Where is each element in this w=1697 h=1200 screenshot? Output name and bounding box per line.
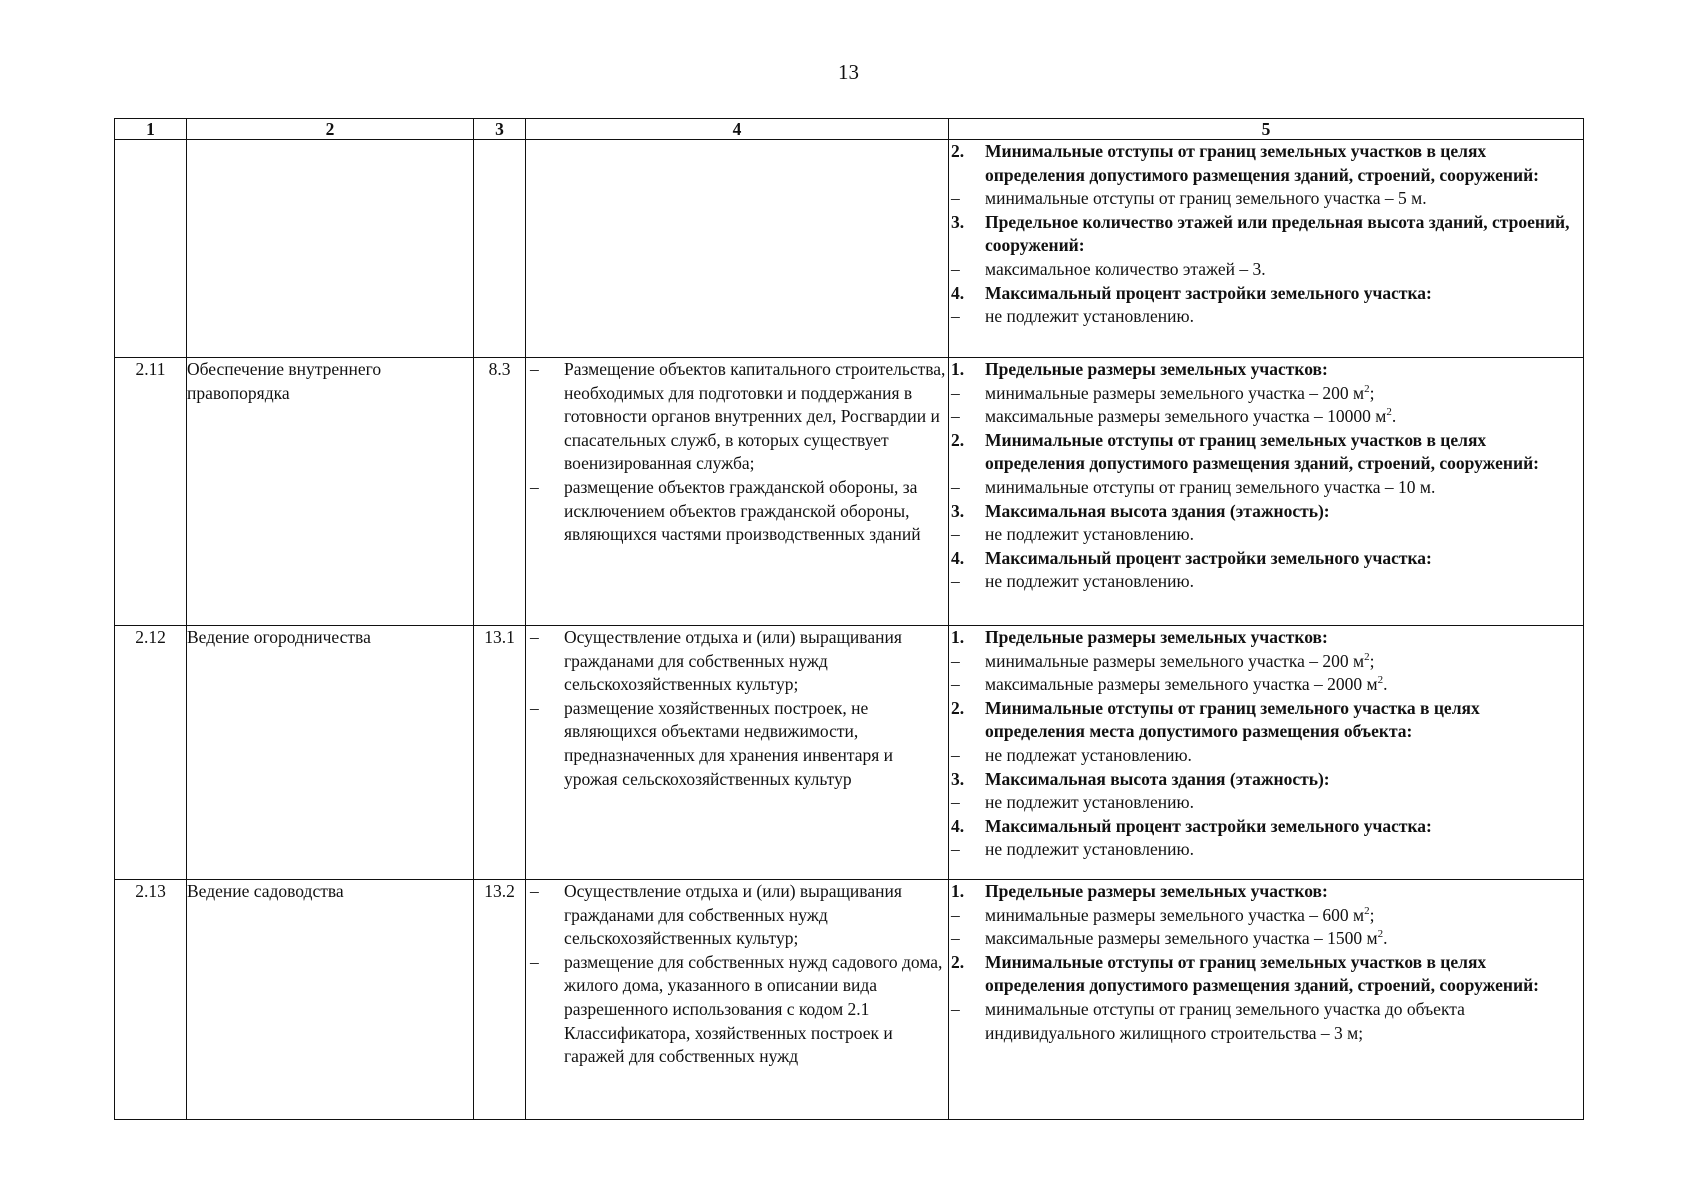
dash-marker: – [951, 306, 960, 327]
description-text: размещение для собственных нужд садового дома, жилого дома, указанного в описании вида разрешенного использования с кодом 2.1 Классификатора, хозяйственных построек и гаражей для собственных нужд [564, 951, 943, 1067]
parameter-value [949, 838, 1583, 862]
parameter-heading [949, 697, 1583, 744]
use-type-name-cell: Ведение огородничества [187, 626, 474, 880]
dash-marker: – [530, 881, 539, 901]
parameter-text: максимальные размеры земельного участка – 2000 м [985, 674, 1378, 695]
parameter-value [949, 476, 1583, 500]
dash-marker: – [951, 839, 960, 860]
dash-marker: – [951, 476, 960, 497]
parameter-text: Максимальный процент застройки земельного участка: [985, 815, 1432, 836]
parameter-text: минимальные отступы от границ земельного участка до объекта индивидуального жилищного строительства – 3 м; [985, 998, 1465, 1043]
parameter-heading [949, 211, 1583, 258]
item-number: 4. [951, 547, 965, 568]
table-body [115, 140, 1584, 1120]
punctuation: ; [1369, 650, 1375, 671]
dash-marker: – [530, 359, 539, 379]
row-number-cell [115, 140, 187, 358]
parameter-text: минимальные размеры земельного участка – 200 м [985, 382, 1365, 403]
parameter-text: Минимальные отступы от границ земельных участков в целях определения допустимого размещения зданий, строений, сооружений: [985, 141, 1539, 185]
item-number: 3. [951, 500, 965, 521]
description-text: Осуществление отдыха и (или) выращивания гражданами для собственных нужд сельскохозяйственных культур; [564, 881, 902, 949]
dash-marker: – [530, 697, 539, 718]
dash-marker: – [951, 524, 960, 545]
page-number: 13 [838, 60, 859, 84]
item-number: 2. [951, 951, 965, 972]
parameter-text: минимальные отступы от границ земельного участка – 10 м. [985, 476, 1436, 497]
parameter-heading [949, 547, 1583, 571]
superscript: 2 [1377, 928, 1384, 941]
parameter-heading [949, 815, 1583, 839]
superscript: 2 [1364, 382, 1370, 395]
parameter-value [949, 744, 1583, 768]
dash-marker: – [951, 258, 960, 279]
punctuation: . [1391, 406, 1397, 427]
parameter-text: Предельные размеры земельных участков: [985, 881, 1328, 901]
dash-marker: – [951, 406, 960, 427]
parameters-cell [949, 140, 1584, 358]
parameter-text: Максимальная высота здания (этажность): [985, 768, 1330, 789]
superscript: 2 [1364, 650, 1370, 663]
description-cell [526, 626, 949, 880]
use-type-name-cell [187, 140, 474, 358]
parameter-value [949, 673, 1583, 697]
row-number-cell: 2.12 [115, 626, 187, 880]
parameter-value [949, 258, 1583, 282]
table-row [115, 880, 1584, 1120]
parameter-text: Минимальные отступы от границ земельных участков в целях определения допустимого размещения зданий, строений, сооружений: [985, 951, 1539, 996]
item-number: 1. [951, 881, 965, 901]
dash-marker: – [951, 674, 960, 695]
parameter-value [949, 650, 1583, 674]
parameter-value [949, 791, 1583, 815]
parameter-text: не подлежат установлению. [985, 744, 1192, 765]
item-number: 4. [951, 282, 965, 303]
item-number: 1. [951, 359, 965, 379]
item-number: 2. [951, 429, 965, 450]
description-cell [526, 880, 949, 1120]
column-header-4: 4 [526, 119, 949, 140]
superscript: 2 [1386, 406, 1392, 419]
parameter-value [949, 382, 1583, 406]
parameter-heading [949, 880, 1583, 904]
description-text: Осуществление отдыха и (или) выращивания гражданами для собственных нужд сельскохозяйственных культур; [564, 627, 902, 695]
table-row [115, 358, 1584, 626]
dash-marker: – [951, 744, 960, 765]
column-header-3: 3 [474, 119, 526, 140]
parameter-text: Минимальные отступы от границ земельных участков в целях определения допустимого размещения зданий, строений, сооружений: [985, 429, 1539, 474]
parameter-value [949, 927, 1583, 951]
parameters-cell [949, 626, 1584, 880]
use-type-name-cell: Обеспечение внутреннего правопорядка [187, 358, 474, 626]
dash-marker: – [951, 998, 960, 1019]
description-text: размещение объектов гражданской обороны, за исключением объектов гражданской обороны, являющихся частями производственных зданий [564, 476, 921, 545]
punctuation: . [1383, 928, 1388, 949]
table-row [115, 626, 1584, 880]
parameter-heading [949, 358, 1583, 382]
description-text: Размещение объектов капитального строительства, необходимых для подготовки и поддержания в готовности органов внутренних дел, Росгвардии и спасательных служб, в которых существует военизированная служба; [564, 359, 946, 474]
parameter-text: минимальные отступы от границ земельного участка – 5 м. [985, 188, 1427, 209]
parameter-text: минимальные размеры земельного участка – 600 м [985, 904, 1365, 925]
classifier-code-cell: 13.2 [474, 880, 526, 1120]
parameters-cell [949, 880, 1584, 1120]
description-item [526, 697, 948, 791]
parameter-text: не подлежит установлению. [985, 839, 1194, 860]
description-item [526, 626, 948, 697]
parameter-text: минимальные размеры земельного участка – 200 м [985, 650, 1365, 671]
parameter-text: Минимальные отступы от границ земельного участка в целях определения места допустимого размещения объекта: [985, 697, 1480, 742]
parameter-text: Максимальный процент застройки земельного участка: [985, 547, 1432, 568]
parameter-value [949, 405, 1583, 429]
parameter-value [949, 187, 1583, 211]
parameter-heading [949, 282, 1583, 306]
superscript: 2 [1364, 904, 1370, 917]
row-number-cell: 2.13 [115, 880, 187, 1120]
parameter-value [949, 998, 1583, 1045]
dash-marker: – [951, 928, 960, 949]
classifier-code-cell: 8.3 [474, 358, 526, 626]
parameter-heading [949, 768, 1583, 792]
parameter-heading [949, 951, 1583, 998]
column-header-1: 1 [115, 119, 187, 140]
parameter-value [949, 523, 1583, 547]
dash-marker: – [530, 627, 539, 647]
row-number-cell: 2.11 [115, 358, 187, 626]
parameter-text: не подлежит установлению. [985, 571, 1194, 592]
description-item [526, 951, 948, 1069]
parameter-text: максимальное количество этажей – 3. [985, 258, 1266, 279]
punctuation: ; [1369, 904, 1375, 925]
item-number: 3. [951, 768, 965, 789]
use-type-name-cell: Ведение садоводства [187, 880, 474, 1120]
description-item [526, 880, 948, 951]
item-number: 1. [951, 627, 965, 647]
parameter-heading [949, 429, 1583, 476]
parameter-text: Предельное количество этажей или предельная высота зданий, строений, сооружений: [985, 211, 1570, 256]
parameter-value [949, 570, 1583, 594]
dash-marker: – [530, 476, 539, 497]
item-number: 2. [951, 141, 965, 161]
description-cell [526, 140, 949, 358]
parameter-heading [949, 140, 1583, 187]
parameter-text: не подлежит установлению. [985, 792, 1194, 813]
dash-marker: – [951, 792, 960, 813]
item-number: 4. [951, 815, 965, 836]
parameter-heading [949, 626, 1583, 650]
regulations-table [114, 118, 1584, 1120]
parameter-text: Максимальный процент застройки земельного участка: [985, 282, 1432, 303]
parameter-text: не подлежит установлению. [985, 306, 1194, 327]
parameter-value [949, 305, 1583, 329]
classifier-code-cell [474, 140, 526, 358]
parameter-heading [949, 500, 1583, 524]
parameters-cell [949, 358, 1584, 626]
description-text: размещение хозяйственных построек, не являющихся объектами недвижимости, предназначенных для хранения инвентаря и урожая сельскохозяйственных культур [564, 697, 894, 789]
dash-marker: – [951, 188, 960, 209]
table-header [115, 119, 1584, 140]
dash-marker: – [530, 951, 539, 972]
parameter-text: максимальные размеры земельного участка – 1500 м [985, 928, 1378, 949]
item-number: 3. [951, 211, 965, 232]
dash-marker: – [951, 650, 960, 671]
dash-marker: – [951, 571, 960, 592]
dash-marker: – [951, 382, 960, 403]
table-row [115, 140, 1584, 358]
description-item [526, 476, 948, 547]
parameter-value [949, 904, 1583, 928]
punctuation: ; [1369, 382, 1375, 403]
classifier-code-cell: 13.1 [474, 626, 526, 880]
description-cell [526, 358, 949, 626]
parameter-text: Предельные размеры земельных участков: [985, 359, 1328, 379]
punctuation: . [1383, 674, 1388, 695]
parameter-text: Предельные размеры земельных участков: [985, 627, 1328, 647]
parameter-text: Максимальная высота здания (этажность): [985, 500, 1330, 521]
superscript: 2 [1377, 674, 1384, 687]
parameter-text: не подлежит установлению. [985, 524, 1194, 545]
dash-marker: – [951, 904, 960, 925]
column-header-5: 5 [949, 119, 1584, 140]
description-item [526, 358, 948, 476]
parameter-text: максимальные размеры земельного участка – 10000 м [985, 406, 1387, 427]
item-number: 2. [951, 697, 965, 718]
column-header-2: 2 [187, 119, 474, 140]
